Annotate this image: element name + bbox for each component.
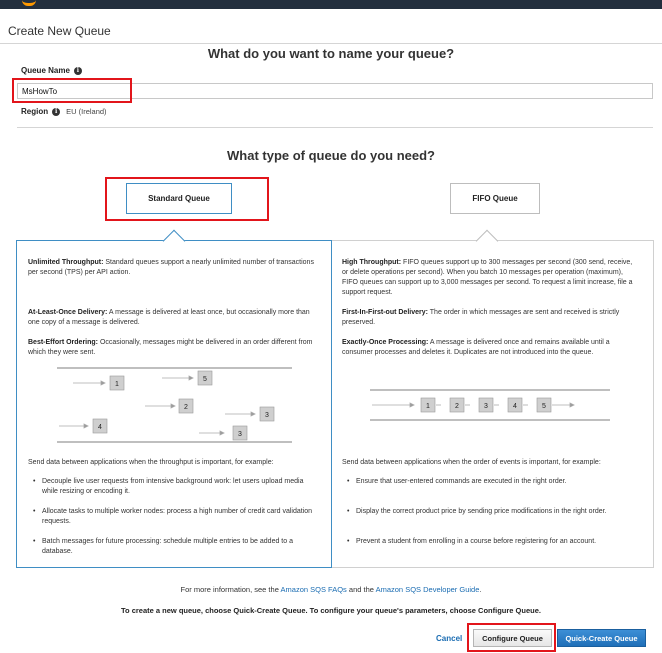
standard-delivery-text (28, 308, 318, 328)
page-title: Create New Queue (8, 24, 111, 38)
info-suffix: . (479, 585, 482, 594)
diagram-number: 5 (203, 376, 207, 383)
region-value: EU (Ireland) (66, 107, 107, 116)
title-divider (0, 43, 662, 44)
label-bold: High Throughput: (342, 259, 402, 266)
diagram-number: 5 (542, 403, 546, 410)
cancel-button[interactable]: Cancel (436, 634, 463, 643)
diagram-arrows (59, 376, 255, 435)
fifo-throughput-text (342, 258, 640, 298)
standard-bullet: • Batch messages for future processing: schedule multiple entries to be added to a database. (42, 537, 317, 557)
more-info-text (0, 585, 662, 594)
name-section-heading: What do you want to name your queue? (207, 46, 455, 61)
fifo-delivery-text (342, 308, 640, 328)
body-text: Occasionally, messages might be delivered in an order different from which they were sent. (28, 339, 313, 356)
fifo-bullet: • Ensure that user-entered commands are executed in the right order. (356, 477, 641, 487)
queue-name-highlight (12, 78, 132, 103)
standard-queue-diagram (57, 365, 292, 445)
info-icon[interactable]: i (74, 67, 82, 75)
fifo-processing-text (342, 338, 640, 358)
label-bold: Unlimited Throughput: (28, 259, 104, 266)
panel-caret (163, 230, 186, 253)
configure-queue-highlight (467, 623, 556, 652)
info-and: and the (346, 585, 376, 594)
diagram-number: 3 (238, 431, 242, 438)
queue-name-label-text: Queue Name (21, 66, 70, 75)
standard-use-intro: Send data between applications when the throughput is important, for example: (28, 459, 274, 466)
diagram-number: 2 (184, 404, 188, 411)
standard-queue-button[interactable]: Standard Queue (126, 183, 232, 214)
standard-bullet: • Decouple live user requests from intensive background work: let users upload media while resizing or encoding it. (42, 477, 317, 497)
diagram-number: 1 (426, 403, 430, 410)
diagram-number: 4 (98, 424, 102, 431)
standard-queue-highlight (105, 177, 269, 221)
fifo-queue-panel (332, 240, 654, 568)
standard-bullet: • Allocate tasks to multiple worker nodes: process a high number of credit card validation requests. (42, 507, 317, 527)
section-divider (17, 127, 653, 128)
fifo-use-intro: Send data between applications when the order of events is important, for example: (342, 459, 601, 466)
diagram-number: 4 (513, 403, 517, 410)
region-row (21, 107, 107, 116)
label-bold: Best-Effort Ordering: (28, 339, 98, 346)
aws-logo-icon (22, 0, 36, 6)
fifo-queue-diagram (370, 387, 610, 423)
label-bold: Exactly-Once Processing: (342, 339, 429, 346)
top-nav-bar (0, 0, 662, 9)
standard-ordering-text (28, 338, 318, 358)
standard-throughput-text (28, 258, 318, 278)
sqs-developer-guide-link[interactable]: Amazon SQS Developer Guide (375, 585, 480, 594)
fifo-queue-button[interactable]: FIFO Queue (450, 183, 540, 214)
region-info-icon[interactable]: i (52, 108, 60, 116)
body-text: FIFO queues support up to 300 messages per second (300 send, receive, or delete operations per second). When you batch 10 messages per operation (maximum), FIFO queues can support up to 3,000 messages per second. To request a limit increase, file a support request. (342, 259, 633, 296)
info-prefix: For more information, see the (180, 585, 281, 594)
label-bold: First-In-First-out Delivery: (342, 309, 428, 316)
queue-name-label (21, 66, 82, 75)
diagram-number: 1 (115, 381, 119, 388)
body-text: The order in which messages are sent and received is strictly preserved. (342, 309, 620, 326)
instructions-text: To create a new queue, choose Quick-Create Queue. To configure your queue's parameters, choose Configure Queue. (121, 606, 541, 615)
fifo-bullet: • Display the correct product price by sending price modifications in the right order. (356, 507, 641, 517)
region-label: Region (21, 107, 49, 116)
diagram-number: 2 (455, 403, 459, 410)
standard-queue-panel (16, 240, 332, 568)
body-text: A message is delivered once and remains available until a consumer processes and deletes it. Duplicates are not introduced into the queue. (342, 339, 610, 356)
sqs-faq-link[interactable]: Amazon SQS FAQs (280, 585, 347, 594)
diagram-number: 3 (265, 412, 269, 419)
body-text: Standard queues support a nearly unlimited number of transactions per second (TPS) per API action. (28, 259, 314, 276)
configure-queue-button[interactable]: Configure Queue (473, 629, 552, 647)
fifo-bullet: • Prevent a student from enrolling in a course before registering for an account. (356, 537, 641, 547)
panel-caret (476, 230, 499, 253)
diagram-number: 3 (484, 403, 488, 410)
quick-create-queue-button[interactable]: Quick-Create Queue (557, 629, 646, 647)
label-bold: At-Least-Once Delivery: (28, 309, 108, 316)
type-section-heading: What type of queue do you need? (227, 148, 435, 163)
body-text: A message is delivered at least once, but occasionally more than one copy of a message is delivered. (28, 309, 310, 326)
